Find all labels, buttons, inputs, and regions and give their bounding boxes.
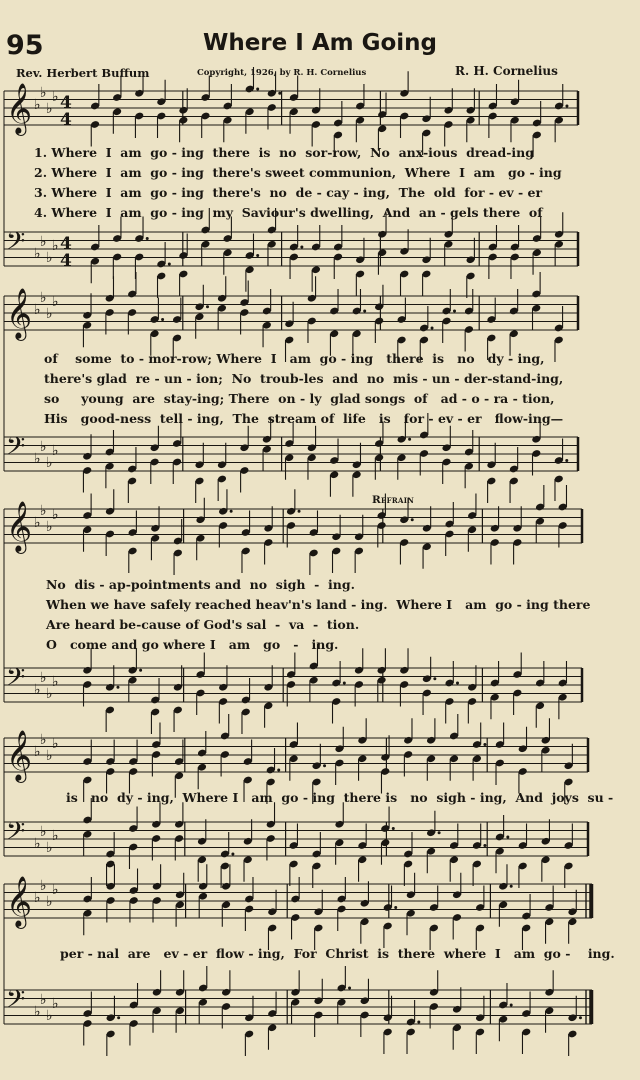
flat-icon: ♭ [46, 306, 53, 322]
dot-marker [453, 310, 456, 313]
flat-icon: ♭ [46, 250, 53, 266]
flat-icon: ♭ [34, 246, 41, 262]
flat-icon: ♭ [40, 503, 47, 519]
flat-icon: ♭ [34, 451, 41, 467]
flat-icon: ♭ [40, 290, 47, 306]
dot-marker [256, 254, 259, 257]
flat-icon: ♭ [34, 97, 41, 113]
dot-marker [483, 844, 486, 847]
verse-3-line-3: Are heard be-cause of God's sal - va - tion. [46, 617, 360, 632]
dot-marker [168, 263, 171, 266]
flat-icon: ♭ [40, 234, 47, 250]
flat-icon: ♭ [52, 507, 59, 523]
dot-marker [146, 237, 149, 240]
dot-marker [298, 510, 301, 513]
flat-icon: ♭ [34, 515, 41, 531]
dot-marker [565, 105, 568, 108]
flat-icon: ♭ [46, 894, 53, 910]
dot-marker [277, 769, 280, 772]
dot-marker [161, 318, 164, 321]
dot-marker [506, 836, 509, 839]
flat-icon: ♭ [52, 443, 59, 459]
flat-icon: ♭ [52, 238, 59, 254]
treble-clef-icon: 𝄞 [6, 730, 33, 781]
dot-marker [510, 885, 513, 888]
dot-marker [230, 510, 233, 513]
dot-marker [411, 518, 414, 521]
flat-icon: ♭ [40, 439, 47, 455]
dot-marker [116, 686, 119, 689]
bass-clef-icon: 𝄢 [6, 227, 26, 262]
dot-marker [300, 246, 303, 249]
dot-marker [565, 459, 568, 462]
flat-icon: ♭ [34, 836, 41, 852]
flat-icon: ♭ [46, 840, 53, 856]
flat-icon: ♭ [34, 302, 41, 318]
verse-2-line-3: When we have safely reached heav'n's land - ing. Where I am go - ing there [46, 597, 591, 612]
flat-icon: ♭ [52, 736, 59, 752]
copyright-notice: Copyright, 1926, by R. H. Cornelius [197, 68, 367, 78]
treble-clef-icon: 𝄞 [6, 876, 33, 927]
verse-3-line-2: so young are stay-ing; There on - ly glad songs of ad - o - ra - tion, [44, 391, 555, 406]
flat-icon: ♭ [40, 992, 47, 1008]
flat-icon: ♭ [34, 1004, 41, 1020]
flat-icon: ♭ [52, 294, 59, 310]
hymn-number: 95 [6, 30, 44, 61]
treble-clef-icon: 𝄞 [6, 501, 33, 552]
verse-1-line-3: No dis - ap-pointments and no sigh - ing. [46, 577, 355, 592]
hymn-title: Where I Am Going [202, 30, 438, 56]
lyricist-credit: Rev. Herbert Buffum [16, 66, 150, 80]
flat-icon: ♭ [46, 101, 53, 117]
refrain-label: Refrain [372, 494, 415, 506]
flat-icon: ♭ [46, 519, 53, 535]
dot-marker [510, 1004, 513, 1007]
bass-clef-icon: 𝄢 [6, 817, 26, 852]
flat-icon: ♭ [46, 1008, 53, 1024]
flat-icon: ♭ [40, 85, 47, 101]
dot-marker [433, 677, 436, 680]
flat-icon: ♭ [40, 670, 47, 686]
verse-2-line-1: 2. Where I am go - ing there's sweet communion, Where I am go - ing [34, 165, 562, 180]
flat-icon: ♭ [46, 455, 53, 471]
time-signature: 4 [60, 251, 72, 271]
flat-icon: ♭ [34, 744, 41, 760]
treble-clef-icon: 𝄞 [6, 83, 33, 134]
dot-marker [278, 92, 281, 95]
verse-1-line-1: 1. Where I am go - ing there is no sor-row, No anx-ious dread-ing [34, 145, 534, 160]
flat-icon: ♭ [52, 996, 59, 1012]
dot-marker [117, 1016, 120, 1019]
dot-marker [579, 1016, 582, 1019]
dot-marker [417, 1021, 420, 1024]
dot-marker [363, 310, 366, 313]
verse-4-line-2: His good-ness tell - ing, The stream of life is for - ev - er flow-ing— [44, 411, 564, 426]
bass-clef-icon: 𝄢 [6, 432, 26, 467]
verse-2-line-2: there's glad re - un - ion; No troub-les and no mis - un - der-stand-ing, [44, 371, 564, 386]
refrain-line-1: is no dy - ing, Where I am go - ing there is no sigh - ing, And joys su - [66, 790, 614, 805]
dot-marker [408, 438, 411, 441]
time-signature: 4 [60, 93, 72, 113]
dot-marker [394, 906, 397, 909]
verse-4-line-3: O come and go where I am go - ing. [46, 637, 339, 652]
flat-icon: ♭ [46, 748, 53, 764]
flat-icon: ♭ [52, 828, 59, 844]
flat-icon: ♭ [40, 824, 47, 840]
dot-marker [348, 987, 351, 990]
flat-icon: ♭ [34, 682, 41, 698]
time-signature: 4 [60, 234, 72, 254]
verse-3-line-1: 3. Where I am go - ing there's no de - cay - ing, The old for - ev - er [34, 185, 543, 200]
flat-icon: ♭ [52, 674, 59, 690]
refrain-line-2: per - nal are ev - er flow - ing, For Christ is there where I am go - ing. [60, 946, 615, 961]
dot-marker [456, 682, 459, 685]
treble-clef-icon: 𝄞 [6, 288, 33, 339]
composer-credit: R. H. Cornelius [455, 64, 558, 78]
time-signature: 4 [60, 110, 72, 130]
dot-marker [431, 327, 434, 330]
flat-icon: ♭ [34, 890, 41, 906]
dot-marker [438, 831, 441, 834]
flat-icon: ♭ [46, 686, 53, 702]
dot-marker [392, 827, 395, 830]
dot-marker [206, 305, 209, 308]
flat-icon: ♭ [52, 882, 59, 898]
flat-icon: ♭ [40, 878, 47, 894]
flat-icon: ♭ [40, 732, 47, 748]
dot-marker [231, 853, 234, 856]
bass-clef-icon: 𝄢 [6, 985, 26, 1020]
dot-marker [483, 743, 486, 746]
dot-marker [256, 88, 259, 91]
verse-1-line-2: of some to - mor-row; Where I am go - ing there is no dy - ing, [44, 351, 545, 366]
dot-marker [139, 669, 142, 672]
bass-clef-icon: 𝄢 [6, 663, 26, 698]
dot-marker [323, 764, 326, 767]
dot-marker [343, 682, 346, 685]
verse-4-line-1: 4. Where I am go - ing my Saviour's dwelling, And an - gels there of [34, 205, 543, 220]
flat-icon: ♭ [52, 89, 59, 105]
